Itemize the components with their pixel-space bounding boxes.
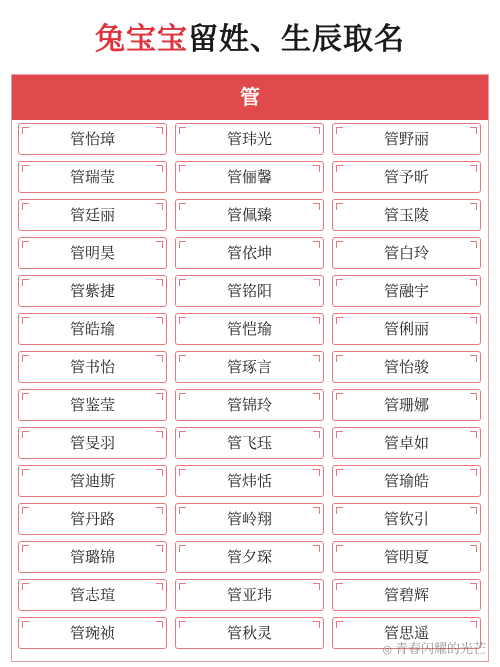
names-panel [11, 74, 489, 662]
name-cell: 管思遥 [332, 617, 481, 649]
name-cell: 管瑜皓 [332, 465, 481, 497]
name-cell: 管玮光 [175, 123, 324, 155]
name-cell: 管玉陵 [332, 199, 481, 231]
name-cell: 管瑞莹 [18, 161, 167, 193]
watermark-icon: ◎ [382, 643, 392, 656]
name-cell: 管夕琛 [175, 541, 324, 573]
name-cell: 管恺瑜 [175, 313, 324, 345]
name-cell: 管佩臻 [175, 199, 324, 231]
name-cell: 管明昊 [18, 237, 167, 269]
name-cell: 管皓瑜 [18, 313, 167, 345]
name-cell: 管明夏 [332, 541, 481, 573]
name-cell: 管卓如 [332, 427, 481, 459]
name-cell: 管俪馨 [175, 161, 324, 193]
name-cell: 管琢言 [175, 351, 324, 383]
surname-banner: 管 [12, 75, 488, 120]
names-grid [18, 123, 484, 649]
name-cell: 管岭翔 [175, 503, 324, 535]
name-cell: 管亚玮 [175, 579, 324, 611]
name-cell: 管秋灵 [175, 617, 324, 649]
name-cell: 管依坤 [175, 237, 324, 269]
name-cell: 管怡璋 [18, 123, 167, 155]
name-cell: 管丹路 [18, 503, 167, 535]
name-cell: 管予昕 [332, 161, 481, 193]
name-cell: 管野丽 [332, 123, 481, 155]
name-cell: 管锦玲 [175, 389, 324, 421]
name-cell: 管飞珏 [175, 427, 324, 459]
watermark-text: 青春闪耀的光芒 [394, 642, 486, 657]
name-cell: 管琬祯 [18, 617, 167, 649]
name-cell: 管白玲 [332, 237, 481, 269]
watermark [382, 638, 486, 657]
name-cell: 管碧辉 [332, 579, 481, 611]
name-cell: 管铭阳 [175, 275, 324, 307]
name-cell: 管廷丽 [18, 199, 167, 231]
name-cell: 管鉴莹 [18, 389, 167, 421]
name-cell: 管俐丽 [332, 313, 481, 345]
name-cell: 管迪斯 [18, 465, 167, 497]
name-cell: 管怡骏 [332, 351, 481, 383]
name-cell: 管志瑄 [18, 579, 167, 611]
name-cell: 管融宇 [332, 275, 481, 307]
name-cell: 管紫捷 [18, 275, 167, 307]
name-cell: 管旻羽 [18, 427, 167, 459]
name-cell: 管璐锦 [18, 541, 167, 573]
page-title [0, 18, 500, 62]
name-cell: 管炜恬 [175, 465, 324, 497]
name-cell: 管书怡 [18, 351, 167, 383]
name-cell: 管珊娜 [332, 389, 481, 421]
title-accent: 兔宝宝 [95, 22, 188, 57]
name-cell: 管钦引 [332, 503, 481, 535]
title-rest: 留姓、生辰取名 [188, 22, 405, 57]
